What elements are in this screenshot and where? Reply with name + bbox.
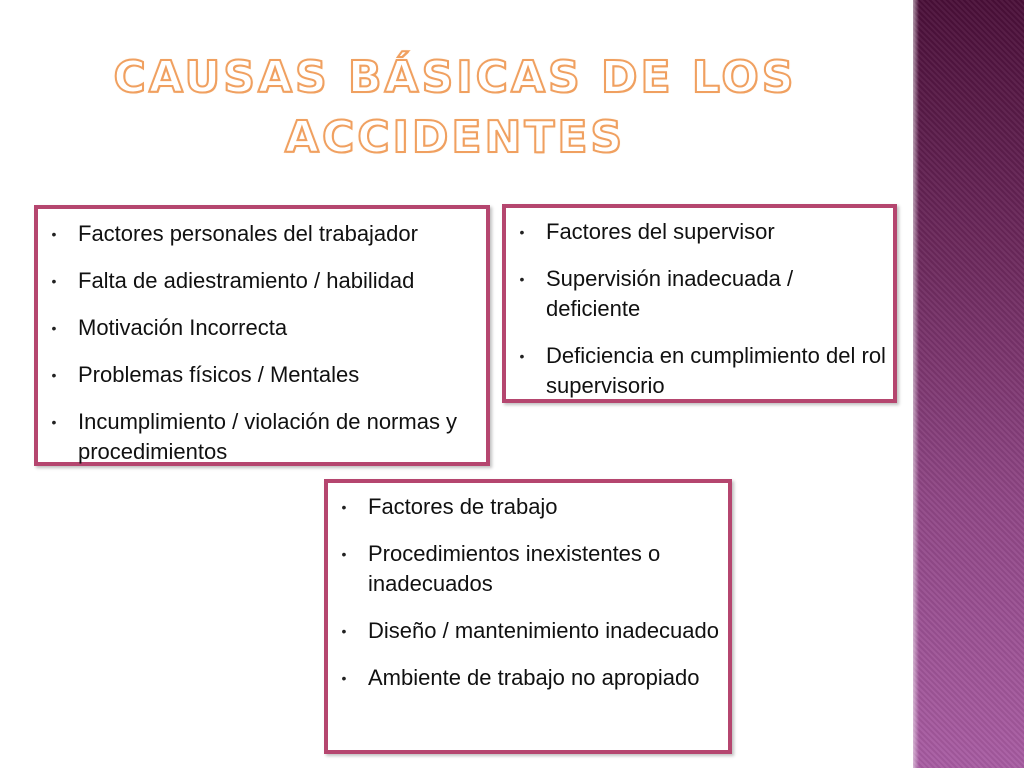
- personal-factors-list: [38, 219, 486, 467]
- bullet-icon: •: [519, 271, 525, 287]
- list-item: [328, 616, 728, 646]
- supervisor-factors-box: [502, 204, 897, 403]
- list-item-text: Factores de trabajo: [368, 494, 558, 519]
- work-factors-list: [328, 492, 728, 693]
- list-item: [38, 313, 486, 343]
- slide-title: CAUSAS BÁSICAS DE LOS ACCIDENTES: [113, 52, 797, 163]
- supervisor-factors-list: [506, 217, 893, 401]
- work-factors-box: [324, 479, 732, 754]
- bullet-icon: •: [519, 224, 525, 240]
- bullet-icon: •: [341, 670, 347, 686]
- list-item: [506, 217, 893, 247]
- list-item-text: Falta de adiestramiento / habilidad: [78, 268, 415, 293]
- list-item-text: Problemas físicos / Mentales: [78, 362, 360, 387]
- list-item: [38, 266, 486, 296]
- list-item: [328, 663, 728, 693]
- bullet-icon: •: [51, 414, 57, 430]
- bullet-icon: •: [341, 546, 347, 562]
- list-item-text: Factores del supervisor: [546, 219, 775, 244]
- bullet-icon: •: [341, 499, 347, 515]
- list-item: [328, 539, 728, 599]
- list-item: [328, 492, 728, 522]
- bullet-icon: •: [341, 623, 347, 639]
- bullet-icon: •: [51, 320, 57, 336]
- list-item-text: Incumplimiento / violación de normas y procedimientos: [78, 409, 458, 464]
- list-item: [38, 407, 486, 467]
- bullet-icon: •: [51, 273, 57, 289]
- list-item: [506, 264, 893, 324]
- list-item-text: Deficiencia en cumplimiento del rol supervisorio: [546, 343, 886, 398]
- list-item-text: Supervisión inadecuada / deficiente: [546, 266, 794, 321]
- bullet-icon: •: [51, 367, 57, 383]
- list-item-text: Factores personales del trabajador: [78, 221, 418, 246]
- list-item-text: Procedimientos inexistentes o inadecuados: [368, 541, 661, 596]
- list-item-text: Ambiente de trabajo no apropiado: [368, 665, 700, 690]
- list-item-text: Motivación Incorrecta: [78, 315, 288, 340]
- list-item: [506, 341, 893, 401]
- bullet-icon: •: [519, 348, 525, 364]
- list-item: [38, 360, 486, 390]
- list-item-text: Diseño / mantenimiento inadecuado: [368, 618, 720, 643]
- list-item: [38, 219, 486, 249]
- decorative-side-band: [913, 0, 1024, 768]
- bullet-icon: •: [51, 226, 57, 242]
- personal-factors-box: [34, 205, 490, 466]
